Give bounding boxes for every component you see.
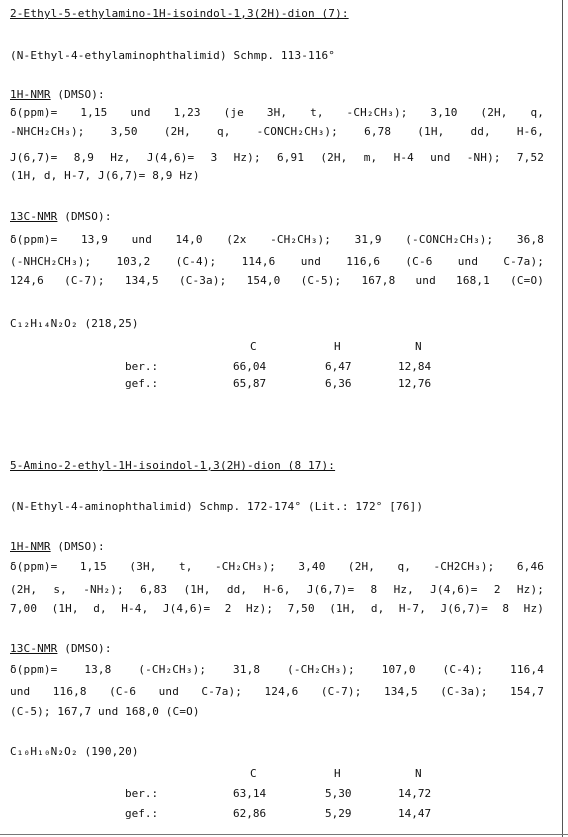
compound2-c13nmr-heading — [10, 640, 112, 658]
compound2-analysis-header — [0, 765, 568, 783]
h1nmr-solvent: (DMSO): — [50, 540, 105, 553]
compound1-title: 2-Ethyl-5-ethylamino-1H-isoindol-1,3(2H)-dion (7): — [10, 7, 349, 20]
compound1-analysis-row — [0, 375, 568, 393]
compound2-title: 5-Amino-2-ethyl-1H-isoindol-1,3(2H)-dion (8 17): — [10, 459, 336, 472]
compound1-subtitle: (N-Ethyl-4-ethylaminophthalimid) Schmp. 113-116° — [10, 49, 336, 62]
compound1-c13nmr-line: (-NHCH₂CH₃); 103,2 (C-4); 114,6 und 116,6 (C-6 und C-7a); — [10, 255, 544, 268]
c13nmr-solvent: (DMSO): — [57, 210, 112, 223]
compound2-analysis-row — [0, 785, 568, 803]
compound1-h1nmr-line: J(6,7)= 8,9 Hz, J(4,6)= 3 Hz); 6,91 (2H, m, H-4 und -NH); 7,52 — [10, 151, 544, 164]
page-edge-bottom — [0, 834, 568, 835]
row-label: gef.: — [125, 377, 159, 390]
compound2-subtitle: (N-Ethyl-4-aminophthalimid) Schmp. 172-174° (Lit.: 172° [76]) — [10, 500, 424, 513]
compound2-c13nmr-line: und 116,8 (C-6 und C-7a); 124,6 (C-7); 134,5 (C-3a); 154,7 — [10, 685, 544, 698]
compound2-c13nmr-line: (C-5); 167,7 und 168,0 (C=O) — [10, 705, 200, 718]
compound2-h1nmr-line: 7,00 (1H, d, H-4, J(4,6)= 2 Hz); 7,50 (1H, d, H-7, J(6,7)= 8 Hz) — [10, 602, 544, 615]
h1nmr-solvent: (DMSO): — [50, 88, 105, 101]
value-n: 14,47 — [398, 807, 432, 820]
value-h: 6,36 — [325, 377, 352, 390]
value-n: 12,76 — [398, 377, 432, 390]
compound1-analysis-row — [0, 358, 568, 376]
row-label: gef.: — [125, 807, 159, 820]
page-edge-right — [562, 0, 563, 837]
compound1-analysis-header — [0, 338, 568, 356]
value-h: 6,47 — [325, 360, 352, 373]
compound2-formula: C₁₀H₁₀N₂O₂ (190,20) — [10, 745, 139, 758]
value-c: 63,14 — [233, 787, 267, 800]
compound1-h1nmr-line: (1H, d, H-7, J(6,7)= 8,9 Hz) — [10, 169, 200, 182]
compound2-h1nmr-line: δ(ppm)= 1,15 (3H, t, -CH₂CH₃); 3,40 (2H, q, -CH2CH₃); 6,46 — [10, 560, 544, 573]
col-header-c: C — [250, 340, 257, 353]
value-n: 14,72 — [398, 787, 432, 800]
compound1-h1nmr-heading — [10, 86, 105, 104]
compound1-c13nmr-heading — [10, 208, 112, 226]
compound1-c13nmr-line: δ(ppm)= 13,9 und 14,0 (2x -CH₂CH₃); 31,9 (-CONCH₂CH₃); 36,8 — [10, 233, 544, 246]
value-n: 12,84 — [398, 360, 432, 373]
compound1-h1nmr-line: -NHCH₂CH₃); 3,50 (2H, q, -CONCH₂CH₃); 6,78 (1H, dd, H-6, — [10, 125, 544, 138]
compound1-formula: C₁₂H₁₄N₂O₂ (218,25) — [10, 317, 139, 330]
row-label: ber.: — [125, 360, 159, 373]
col-header-h: H — [334, 340, 341, 353]
value-h: 5,29 — [325, 807, 352, 820]
c13nmr-label: 13C-NMR — [10, 210, 58, 223]
col-header-n: N — [415, 340, 422, 353]
row-label: ber.: — [125, 787, 159, 800]
compound2-analysis-row — [0, 805, 568, 823]
c13nmr-solvent: (DMSO): — [57, 642, 112, 655]
col-header-h: H — [334, 767, 341, 780]
c13nmr-label: 13C-NMR — [10, 642, 58, 655]
col-header-c: C — [250, 767, 257, 780]
compound2-h1nmr-line: (2H, s, -NH₂); 6,83 (1H, dd, H-6, J(6,7)= 8 Hz, J(4,6)= 2 Hz); — [10, 583, 544, 596]
compound1-c13nmr-line: 124,6 (C-7); 134,5 (C-3a); 154,0 (C-5); 167,8 und 168,1 (C=O) — [10, 274, 544, 287]
h1nmr-label: 1H-NMR — [10, 88, 51, 101]
value-c: 62,86 — [233, 807, 267, 820]
value-c: 66,04 — [233, 360, 267, 373]
compound1-h1nmr-line: δ(ppm)= 1,15 und 1,23 (je 3H, t, -CH₂CH₃); 3,10 (2H, q, — [10, 106, 544, 119]
value-c: 65,87 — [233, 377, 267, 390]
value-h: 5,30 — [325, 787, 352, 800]
compound2-c13nmr-line: δ(ppm)= 13,8 (-CH₂CH₃); 31,8 (-CH₂CH₃); 107,0 (C-4); 116,4 — [10, 663, 544, 676]
compound2-h1nmr-heading — [10, 538, 105, 556]
h1nmr-label: 1H-NMR — [10, 540, 51, 553]
col-header-n: N — [415, 767, 422, 780]
